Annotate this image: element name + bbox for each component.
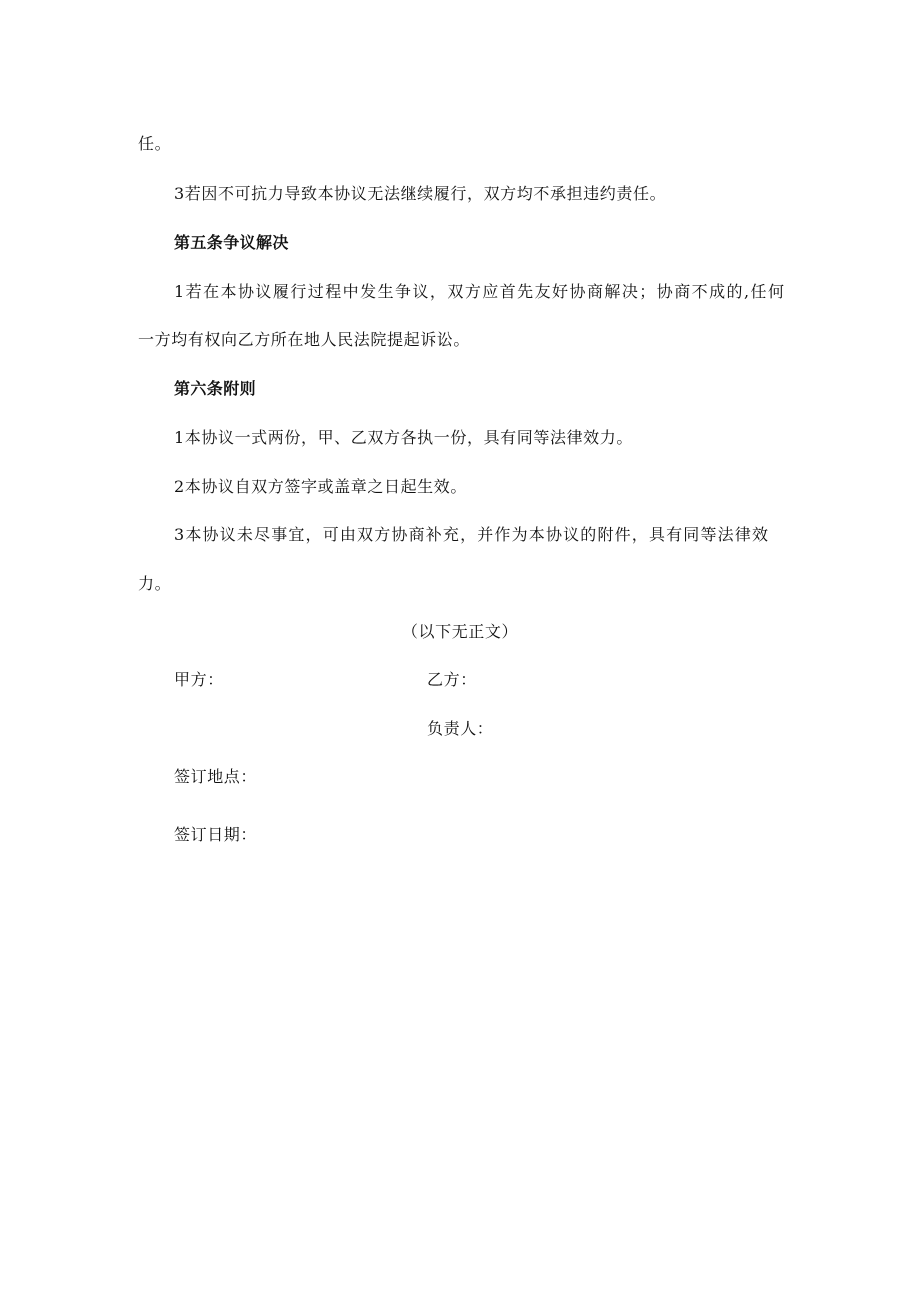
clause-unresolved-matters: 3本协议未尽事宜，可由双方协商补充，并作为本协议的附件，具有同等法律效 bbox=[174, 525, 768, 544]
clause-force-majeure: 3若因不可抗力导致本协议无法继续履行，双方均不承担违约责任。 bbox=[174, 184, 667, 203]
responsible-person-label: 负责人： bbox=[427, 719, 494, 738]
paragraph-continuation-liability: 任。 bbox=[138, 134, 172, 153]
party-a-label: 甲方： bbox=[174, 670, 224, 689]
signing-place-label: 签订地点： bbox=[174, 767, 258, 786]
clause-dispute-negotiation: 1若在本协议履行过程中发生争议，双方应首先友好协商解决；协商不成的,任何 bbox=[174, 282, 784, 301]
signing-date-label: 签订日期： bbox=[174, 825, 258, 844]
section-heading-dispute-resolution: 第五条争议解决 bbox=[174, 233, 289, 252]
clause-dispute-litigation: 一方均有权向乙方所在地人民法院提起诉讼。 bbox=[138, 330, 471, 349]
party-b-label: 乙方： bbox=[427, 670, 477, 689]
clause-copies: 1本协议一式两份，甲、乙双方各执一份，具有同等法律效力。 bbox=[174, 428, 633, 447]
clause-effective-date: 2本协议自双方签字或盖章之日起生效。 bbox=[174, 477, 467, 496]
section-heading-supplementary-provisions: 第六条附则 bbox=[174, 379, 257, 398]
end-of-text-note: （以下无正文） bbox=[401, 622, 519, 641]
clause-unresolved-matters-continuation: 力。 bbox=[138, 574, 172, 593]
